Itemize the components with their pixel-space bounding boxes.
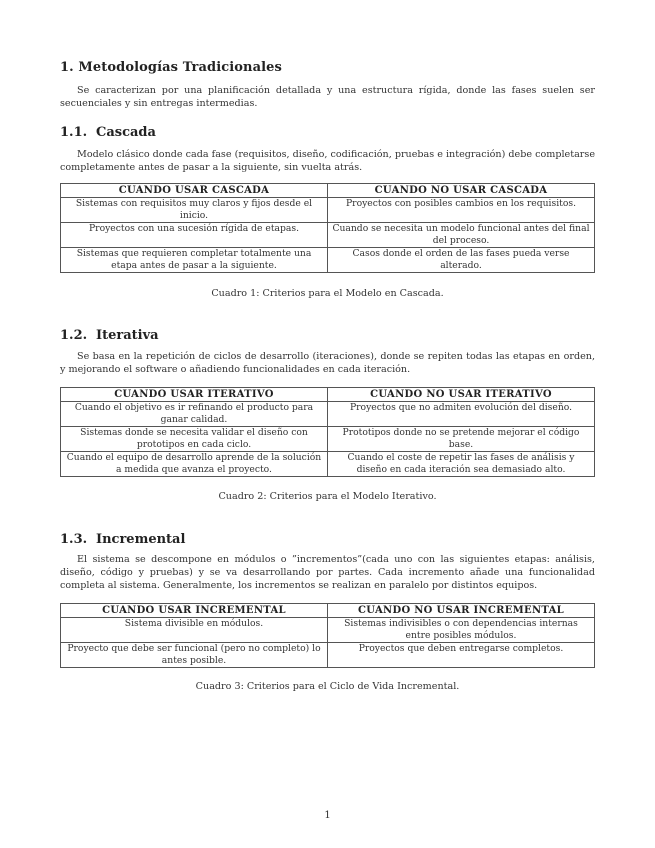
table-cell: Sistemas que requieren completar totalmente una etapa antes de pasar a la siguiente. bbox=[61, 248, 328, 273]
subsection-number: 1.1. bbox=[60, 125, 88, 140]
table-cell: Casos donde el orden de las fases pueda verse alterado. bbox=[328, 248, 595, 273]
subsection-number: 1.2. bbox=[60, 328, 88, 343]
table-cell: Cuando el coste de repetir las fases de análisis y diseño en cada iteración sea demasiado alto. bbox=[328, 452, 595, 477]
table-cell: Proyectos con una sucesión rígida de etapas. bbox=[61, 223, 328, 248]
subsection-name: Cascada bbox=[96, 125, 156, 140]
table-incremental bbox=[60, 603, 595, 668]
subsection-title-iterativa bbox=[60, 328, 595, 343]
table-row bbox=[61, 427, 595, 452]
table-cell: Proyectos con posibles cambios en los requisitos. bbox=[328, 198, 595, 223]
table-row bbox=[61, 402, 595, 427]
table-cell: Cuando el objetivo es ir refinando el producto para ganar calidad. bbox=[61, 402, 328, 427]
subsection-number: 1.3. bbox=[60, 532, 88, 547]
subsection-text-cascada: Modelo clásico donde cada fase (requisitos, diseño, codificación, pruebas e integración) debe completarse completamente antes de pasar a la siguiente, sin vuelta atrás. bbox=[60, 149, 595, 173]
page-number: 1 bbox=[324, 810, 331, 821]
table-header-row bbox=[61, 604, 595, 618]
subsection-title-incremental bbox=[60, 532, 595, 547]
table-cell: Proyectos que no admiten evolución del diseño. bbox=[328, 402, 595, 427]
table-row bbox=[61, 198, 595, 223]
subsection-text-iterativa: Se basa en la repetición de ciclos de desarrollo (iteraciones), donde se repiten todas las etapas en orden, y mejorando el software o añadiendo funcionalidades en cada iteración. bbox=[60, 351, 595, 375]
section-intro: Se caracterizan por una planificación detallada y una estructura rígida, donde las fases suelen ser secuenciales y sin entregas intermedias. bbox=[60, 85, 595, 109]
table-cell: Cuando se necesita un modelo funcional antes del final del proceso. bbox=[328, 223, 595, 248]
table-header-row bbox=[61, 184, 595, 198]
table-iterativa bbox=[60, 387, 595, 477]
table-caption: Cuadro 2: Criterios para el Modelo Iterativo. bbox=[218, 491, 437, 502]
column-header: CUANDO USAR ITERATIVO bbox=[61, 388, 328, 402]
table-row bbox=[61, 452, 595, 477]
subsection-text-incremental: El sistema se descompone en módulos o ”incrementos”(cada uno con las siguientes etapas: análisis, diseño, código y pruebas) y se va desarrollando por partes. Cada incremento añade una funcionalidad completa al sistema. Generalmente, los incrementos se realizan en paralelo por distintos equipos. bbox=[60, 554, 595, 591]
table-cell: Sistemas con requisitos muy claros y fijos desde el inicio. bbox=[61, 198, 328, 223]
table-cell: Prototipos donde no se pretende mejorar el código base. bbox=[328, 427, 595, 452]
table-row bbox=[61, 643, 595, 668]
table-cell: Proyectos que deben entregarse completos. bbox=[328, 643, 595, 668]
table-caption: Cuadro 3: Criterios para el Ciclo de Vida Incremental. bbox=[195, 681, 460, 692]
section-title: 1. Metodologías Tradicionales bbox=[60, 60, 282, 75]
column-header: CUANDO NO USAR CASCADA bbox=[328, 184, 595, 198]
column-header: CUANDO USAR CASCADA bbox=[61, 184, 328, 198]
table-row bbox=[61, 618, 595, 643]
column-header: CUANDO USAR INCREMENTAL bbox=[61, 604, 328, 618]
table-cell: Sistemas donde se necesita validar el diseño con prototipos en cada ciclo. bbox=[61, 427, 328, 452]
table-cell: Cuando el equipo de desarrollo aprende de la solución a medida que avanza el proyecto. bbox=[61, 452, 328, 477]
table-cell: Proyecto que debe ser funcional (pero no completo) lo antes posible. bbox=[61, 643, 328, 668]
table-row bbox=[61, 223, 595, 248]
subsection-title-cascada bbox=[60, 125, 595, 140]
table-caption: Cuadro 1: Criterios para el Modelo en Cascada. bbox=[211, 288, 444, 299]
subsection-name: Iterativa bbox=[96, 328, 159, 343]
table-cascada bbox=[60, 183, 595, 273]
table-header-row bbox=[61, 388, 595, 402]
table-row bbox=[61, 248, 595, 273]
table-cell: Sistema divisible en módulos. bbox=[61, 618, 328, 643]
column-header: CUANDO NO USAR INCREMENTAL bbox=[328, 604, 595, 618]
column-header: CUANDO NO USAR ITERATIVO bbox=[328, 388, 595, 402]
subsection-name: Incremental bbox=[96, 532, 186, 547]
table-cell: Sistemas indivisibles o con dependencias internas entre posibles módulos. bbox=[328, 618, 595, 643]
